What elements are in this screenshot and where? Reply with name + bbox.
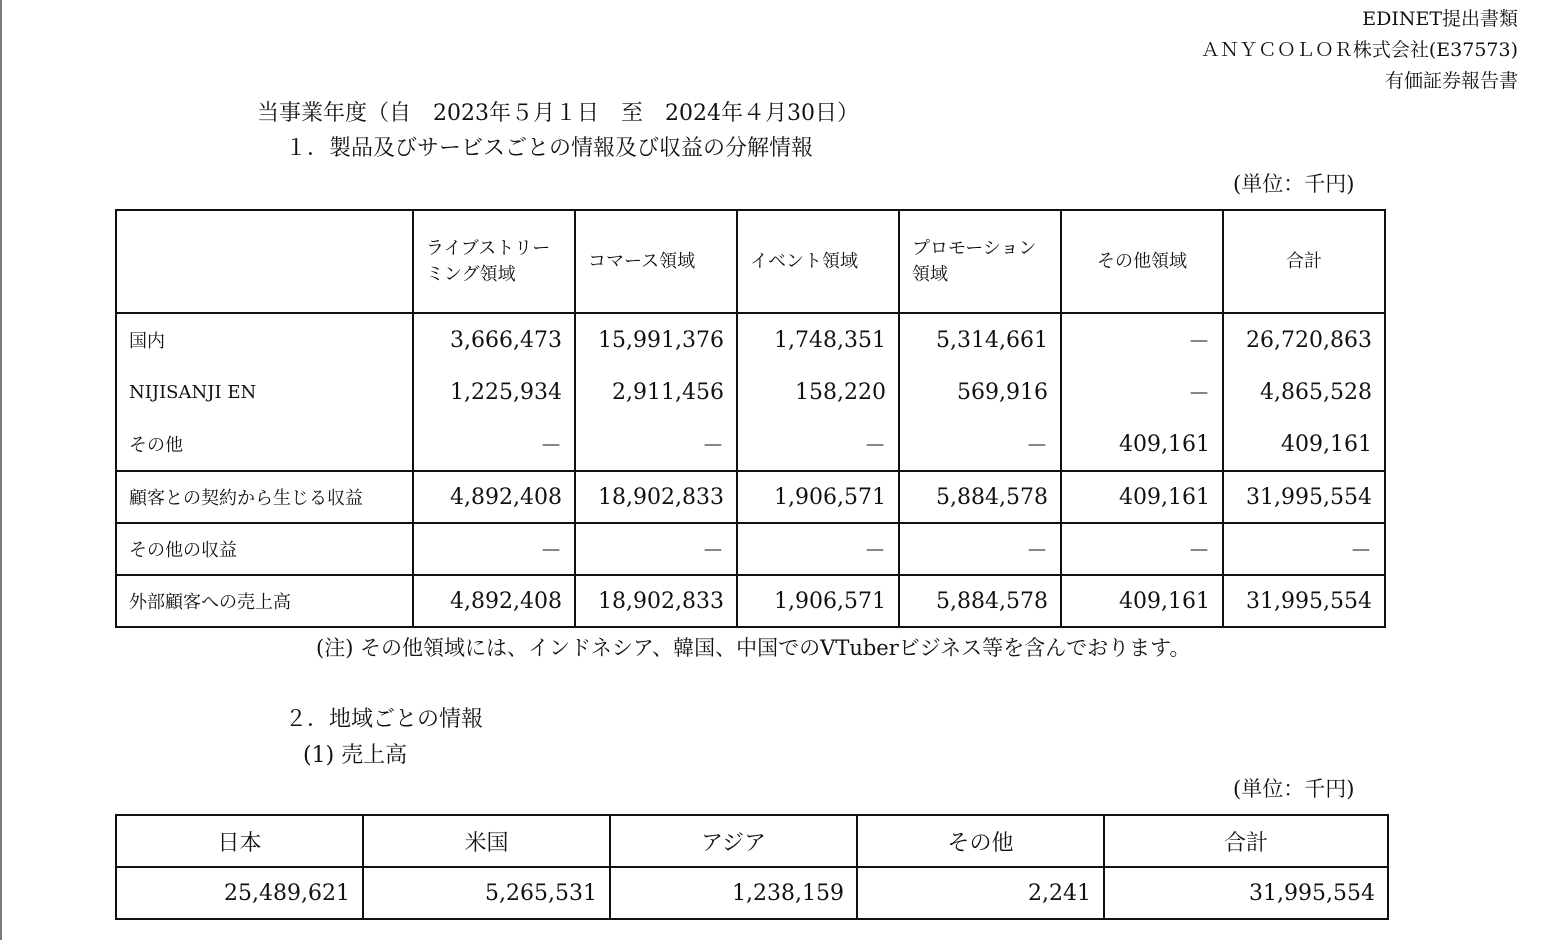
table-cell: 26,720,863 <box>1223 313 1385 366</box>
table-cell: 4,892,408 <box>413 575 575 627</box>
header-cell: コマース領域 <box>575 210 737 313</box>
header-cell: 合計 <box>1223 210 1385 313</box>
table-cell: 409,161 <box>1223 418 1385 471</box>
table-cell: 31,995,554 <box>1223 471 1385 523</box>
table-cell: － <box>737 418 899 471</box>
table-cell: 409,161 <box>1061 575 1223 627</box>
section2-title: ２．地域ごとの情報 <box>285 707 484 732</box>
table-cell: － <box>899 418 1061 471</box>
table-cell: 5,884,578 <box>899 575 1061 627</box>
table-cell: 2,911,456 <box>575 366 737 418</box>
table-row <box>116 418 1385 471</box>
table-cell: － <box>413 418 575 471</box>
table-cell: 18,902,833 <box>575 575 737 627</box>
document-header <box>1201 4 1518 97</box>
table-cell: 5,265,531 <box>363 867 610 919</box>
table-header-row <box>116 210 1385 313</box>
table-cell: 5,884,578 <box>899 471 1061 523</box>
page-edge <box>0 0 2 940</box>
table-cell: 569,916 <box>899 366 1061 418</box>
header-cell: プロモーション領域 <box>899 210 1061 313</box>
table-cell: 409,161 <box>1061 418 1223 471</box>
table-header-row <box>116 815 1388 867</box>
table-cell: － <box>1061 366 1223 418</box>
table-cell: 1,225,934 <box>413 366 575 418</box>
table-row <box>116 313 1385 366</box>
table-cell: 1,238,159 <box>610 867 857 919</box>
table-cell: 4,892,408 <box>413 471 575 523</box>
header-cell: イベント領域 <box>737 210 899 313</box>
table-cell: 2,241 <box>857 867 1104 919</box>
table-cell: 1,748,351 <box>737 313 899 366</box>
table-cell: － <box>1223 523 1385 575</box>
header-cell: 米国 <box>363 815 610 867</box>
table-cell: 31,995,554 <box>1223 575 1385 627</box>
table-row <box>116 575 1385 627</box>
section2-unit: (単位：千円) <box>1233 777 1355 801</box>
table-cell: 1,906,571 <box>737 575 899 627</box>
table-cell: － <box>899 523 1061 575</box>
header-cell: ライブストリーミング領域 <box>413 210 575 313</box>
header-cell: 日本 <box>116 815 363 867</box>
table-row <box>116 471 1385 523</box>
table-cell: 3,666,473 <box>413 313 575 366</box>
header-edinet: EDINET提出書類 <box>1362 8 1518 30</box>
header-cell <box>116 210 413 313</box>
table-cell: 25,489,621 <box>116 867 363 919</box>
section1-title: １．製品及びサービスごとの情報及び収益の分解情報 <box>285 136 814 161</box>
row-label: 外部顧客への売上高 <box>116 575 413 627</box>
table-cell: － <box>1061 313 1223 366</box>
header-report-type: 有価証券報告書 <box>1384 70 1518 92</box>
table-cell: － <box>1061 523 1223 575</box>
header-cell: その他領域 <box>1061 210 1223 313</box>
table-cell: 18,902,833 <box>575 471 737 523</box>
table-cell: 158,220 <box>737 366 899 418</box>
table-cell: 5,314,661 <box>899 313 1061 366</box>
row-label: 顧客との契約から生じる収益 <box>116 471 413 523</box>
footnote: (注) その他領域には、インドネシア、韓国、中国でのVTuberビジネス等を含んでおります。 <box>316 636 1191 660</box>
row-label: その他の収益 <box>116 523 413 575</box>
table-cell: 4,865,528 <box>1223 366 1385 418</box>
header-company: ＡＮＹＣＯＬＯＲ株式会社(E37573) <box>1200 39 1518 61</box>
header-cell: その他 <box>857 815 1104 867</box>
table-cell: 1,906,571 <box>737 471 899 523</box>
table-cell: － <box>575 418 737 471</box>
regional-sales-table <box>115 814 1389 920</box>
header-cell: 合計 <box>1104 815 1388 867</box>
table-cell: － <box>575 523 737 575</box>
row-label: その他 <box>116 418 413 471</box>
section1-unit: (単位：千円) <box>1233 172 1355 196</box>
row-label: 国内 <box>116 313 413 366</box>
table-cell: 15,991,376 <box>575 313 737 366</box>
table-row <box>116 366 1385 418</box>
table-cell: － <box>737 523 899 575</box>
table-cell: 31,995,554 <box>1104 867 1388 919</box>
row-label: NIJISANJI EN <box>116 366 413 418</box>
table-row <box>116 523 1385 575</box>
product-service-table <box>115 209 1386 628</box>
table-cell: － <box>413 523 575 575</box>
table-row <box>116 867 1388 919</box>
section2-subtitle: (1) 売上高 <box>303 743 408 768</box>
header-cell: アジア <box>610 815 857 867</box>
fiscal-period: 当事業年度（自 2023年５月１日 至 2024年４月30日） <box>257 101 859 126</box>
table-cell: 409,161 <box>1061 471 1223 523</box>
